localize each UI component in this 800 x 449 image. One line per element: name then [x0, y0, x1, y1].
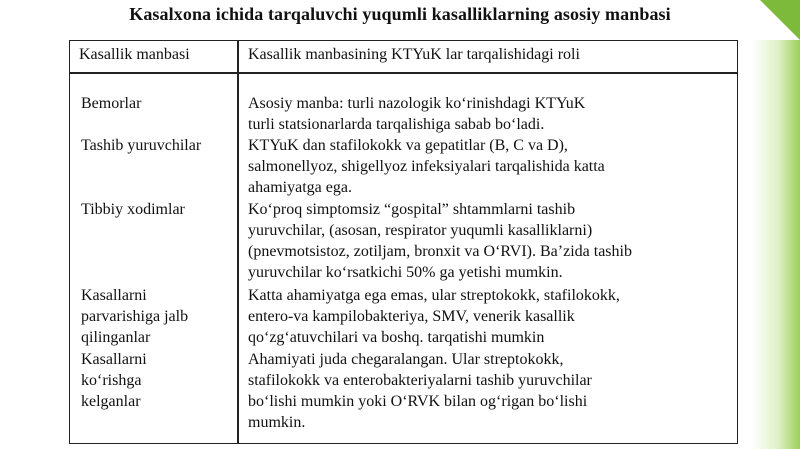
source-line: Tashib yuruvchilar: [81, 137, 202, 154]
source-line: ko‘rishga: [81, 372, 142, 389]
source-line: qilinganlar: [81, 329, 151, 346]
header-divider: [70, 72, 737, 74]
page-title: Kasalxona ichida tarqaluvchi yuqumli kasalliklarning asosiy manbasi: [129, 4, 671, 24]
row-source: [81, 349, 233, 412]
side-decoration: [752, 40, 800, 449]
source-table: [69, 40, 738, 444]
role-line: (pnevmotsistoz, zotiljam, bronxit va O‘RVI). Ba’zida tashib: [248, 243, 632, 260]
column-header-source: Kasallik manbasi: [79, 46, 190, 63]
role-line: Katta ahamiyatga ega emas, ular streptokokk, stafilokokk,: [248, 287, 620, 304]
role-line: KTYuK dan stafilokokk va gepatitlar (B, C va D),: [248, 137, 568, 154]
role-line: ahamiyatga ega.: [248, 179, 352, 196]
role-line: salmonellyoz, shigellyoz infeksiyalari tarqalishida katta: [248, 158, 605, 175]
role-line: stafilokokk va enterobakteriyalarni tashib yuruvchilar: [248, 372, 592, 389]
source-line: parvarishiga jalb: [81, 308, 189, 325]
row-role: [248, 93, 736, 135]
role-line: bo‘lishi mumkin yoki O‘RVK bilan og‘rigan bo‘lishi: [248, 393, 588, 410]
row-source: [81, 93, 233, 114]
role-line: mumkin.: [248, 414, 306, 431]
column-header-role: Kasallik manbasining KTYuK lar tarqalishidagi roli: [248, 46, 580, 63]
role-line: Ahamiyati juda chegaralangan. Ular streptokokk,: [248, 351, 564, 368]
row-source: [81, 199, 233, 220]
source-line: kelganlar: [81, 393, 141, 410]
role-line: entero-va kampilobakteriya, SMV, venerik kasallik: [248, 308, 575, 325]
column-divider: [237, 41, 239, 443]
row-source: [81, 285, 233, 348]
role-line: Asosiy manba: turli nazologik ko‘rinishdagi KTYuK: [248, 95, 586, 112]
source-line: Bemorlar: [81, 95, 142, 112]
source-line: Kasallarni: [81, 351, 147, 368]
role-line: qo‘zg‘atuvchilari va boshq. tarqatishi mumkin: [248, 329, 545, 346]
role-line: yuruvchilar ko‘rsatkichi 50% ga yetishi mumkin.: [248, 264, 563, 281]
row-role: [248, 285, 736, 348]
role-line: yuruvchilar, (asosan, respirator yuqumli kasalliklarni): [248, 222, 593, 239]
row-role: [248, 349, 736, 433]
role-line: Ko‘proq simptomsiz “gospital” shtammlarni tashib: [248, 201, 576, 218]
role-line: turli statsionarlarda tarqalishiga sabab bo‘ladi.: [248, 116, 545, 133]
row-role: [248, 135, 736, 198]
source-line: Kasallarni: [81, 287, 147, 304]
row-role: [248, 199, 736, 283]
row-source: [81, 135, 233, 156]
source-line: Tibbiy xodimlar: [81, 201, 185, 218]
